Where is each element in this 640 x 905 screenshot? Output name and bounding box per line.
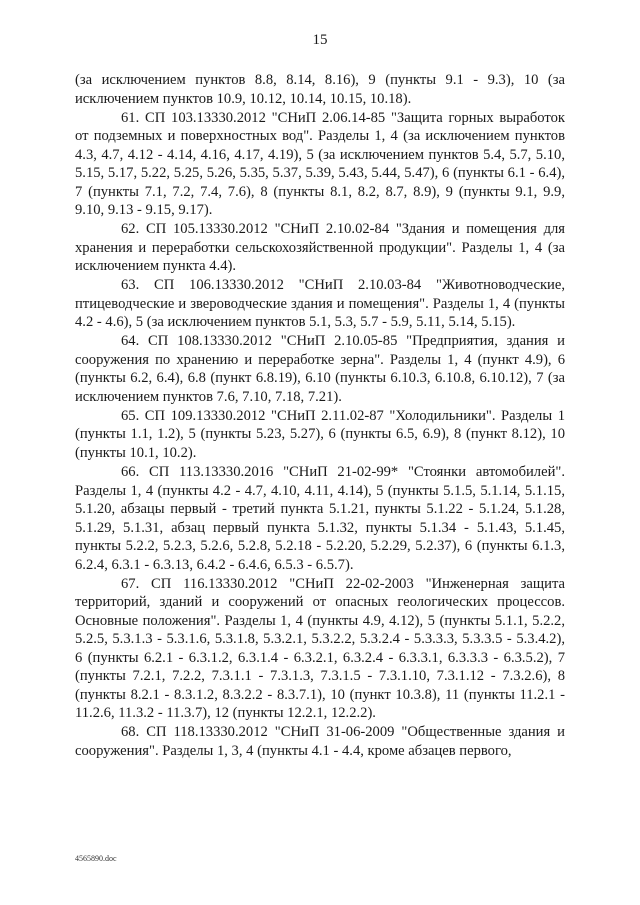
paragraph-item-61: 61. СП 103.13330.2012 "СНиП 2.06.14-85 "Защита горных выработок от подземных и поверхностных вод". Разделы 1, 4 (за исключением пунктов 4.3, 4.7, 4.12 - 4.14, 4.16, 4.17, 4.19), 5 (за исключением пунктов 5.4, 5.7, 5.10, 5.15, 5.17, 5.22, 5.25, 5.26, 5.35, 5.37, 5.39, 5.43, 5.44, 5.47), 6 (пункты 6.1 - 6.4), 7 (пункты 7.1, 7.2, 7.4, 7.6), 8 (пункты 8.1, 8.2, 8.7, 8.9), 9 (пункты 9.1, 9.9, 9.10, 9.13 - 9.15, 9.17). <box>75 109 565 219</box>
document-body <box>75 71 565 760</box>
paragraph-item-64: 64. СП 108.13330.2012 "СНиП 2.10.05-85 "Предприятия, здания и сооружения по хранению и переработке зерна". Разделы 1, 4 (пункт 4.9), 6 (пункты 6.2, 6.4), 6.8 (пункт 6.8.19), 6.10 (пункты 6.10.3, 6.10.8, 6.10.12), 7 (за исключением пунктов 7.6, 7.10, 7.18, 7.21). <box>75 333 565 405</box>
paragraph-item-65: 65. СП 109.13330.2012 "СНиП 2.11.02-87 "Холодильники". Разделы 1 (пункты 1.1, 1.2), 5 (пункты 5.23, 5.27), 6 (пункты 6.5, 6.9), 8 (пункт 8.12), 10 (пункты 10.1, 10.2). <box>75 407 565 461</box>
paragraph-item-68: 68. СП 118.13330.2012 "СНиП 31-06-2009 "Общественные здания и сооружения". Разделы 1, 3, 4 (пункты 4.1 - 4.4, кроме абзацев первого, <box>75 724 565 759</box>
footer-filename: 4565890.doc <box>75 854 117 863</box>
paragraph-continuation: (за исключением пунктов 8.8, 8.14, 8.16), 9 (пункты 9.1 - 9.3), 10 (за исключением пунктов 10.9, 10.12, 10.14, 10.15, 10.18). <box>75 72 565 107</box>
paragraph-item-63: 63. СП 106.13330.2012 "СНиП 2.10.03-84 "Животноводческие, птицеводческие и звероводческие здания и помещения". Разделы 1, 4 (пункты 4.2 - 4.6), 5 (за исключением пунктов 5.1, 5.3, 5.7 - 5.9, 5.11, 5.14, 5.15). <box>75 277 565 331</box>
paragraph-item-62: 62. СП 105.13330.2012 "СНиП 2.10.02-84 "Здания и помещения для хранения и переработки сельскохозяйственной продукции". Разделы 1, 4 (за исключением пункта 4.4). <box>75 221 565 275</box>
paragraph-item-66: 66. СП 113.13330.2016 "СНиП 21-02-99* "Стоянки автомобилей". Разделы 1, 4 (пункты 4.2 - 4.7, 4.10, 4.11, 4.14), 5 (пункты 5.1.5, 5.1.14, 5.1.15, 5.1.20, абзацы первый - третий пункта 5.1.21, пункты 5.1.22 - 5.1.24, 5.1.28, 5.1.29, 5.1.31, абзац первый пункта 5.1.32, пункты 5.1.34 - 5.1.43, 5.1.45, пункты 5.2.2, 5.2.3, 5.2.6, 5.2.8, 5.2.18 - 5.2.20, 5.2.29, 5.2.37), 6 (пункты 6.1.3, 6.2.4, 6.3.1 - 6.3.13, 6.4.2 - 6.4.6, 6.5.3 - 6.5.7). <box>75 464 565 573</box>
page-number: 15 <box>312 32 328 48</box>
paragraph-item-67: 67. СП 116.13330.2012 "СНиП 22-02-2003 "Инженерная защита территорий, зданий и сооружений от опасных геологических процессов. Основные положения". Разделы 1, 4 (пункты 4.9, 4.12), 5 (пункты 5.1.1, 5.2.2, 5.2.5, 5.3.1.3 - 5.3.1.6, 5.3.1.8, 5.3.2.1, 5.3.2.2, 5.3.2.4 - 5.3.3.3, 5.3.3.5 - 5.3.4.2), 6 (пункты 6.2.1 - 6.3.1.2, 6.3.1.4 - 6.3.2.1, 6.3.2.4 - 6.3.3.1, 6.3.3.3 - 6.3.5.2), 7 (пункты 7.2.1, 7.2.2, 7.3.1.1 - 7.3.1.3, 7.3.1.5 - 7.3.1.10, 7.3.1.12 - 7.3.2.6), 8 (пункты 8.2.1 - 8.3.1.2, 8.3.2.2 - 8.3.7.1), 10 (пункт 10.3.8), 11 (пункты 11.2.1 - 11.2.6, 11.3.2 - 11.3.7), 12 (пункты 12.2.1, 12.2.2). <box>75 575 565 722</box>
